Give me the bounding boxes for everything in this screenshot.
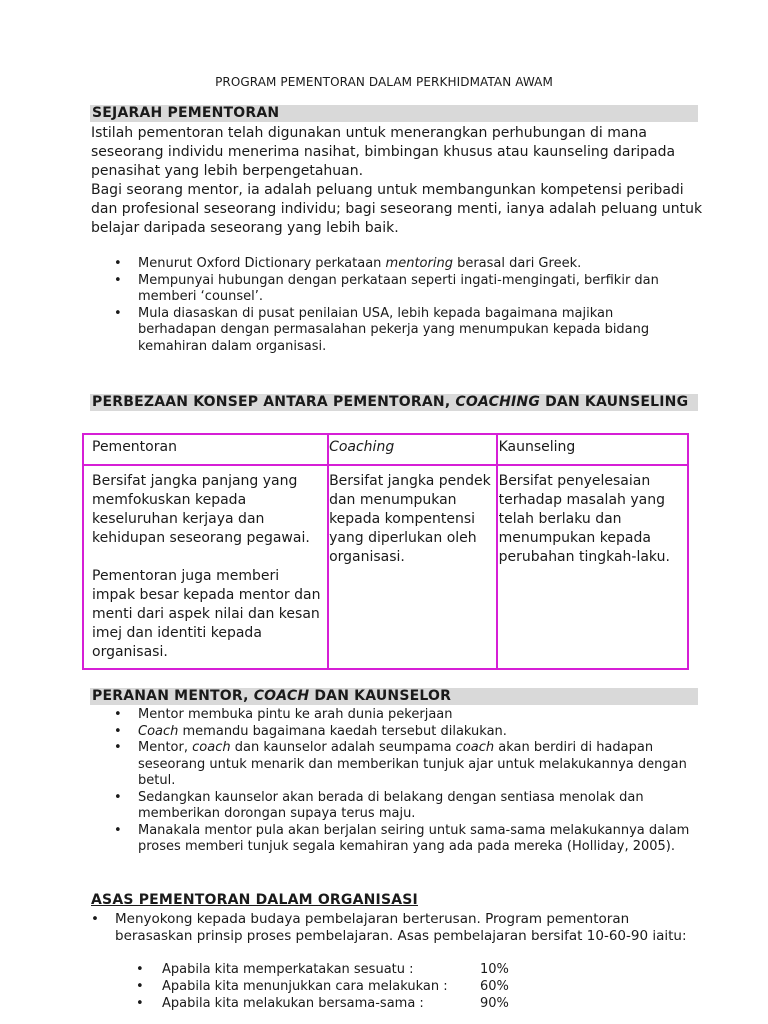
list-item: • Apabila kita menunjukkan cara melakukan : 60%	[136, 979, 509, 994]
bullet-icon: •	[136, 996, 144, 1011]
bullet-icon: •	[114, 707, 122, 722]
cell-paragraph: Pementoran juga memberi impak besar kepada mentor dan menti dari aspek nilai dan kesan imej dan identiti kepada organisasi.	[92, 568, 321, 660]
bullet-icon: •	[114, 723, 122, 739]
bullet-icon: •	[114, 272, 122, 288]
list-item: • Manakala mentor pula akan berjalan seiring untuk sama-sama melakukannya dalam proses memberi tunjuk segala kemahiran yang ada pada mereka (Holliday, 2005).	[114, 822, 690, 854]
document-title: PROGRAM PEMENTORAN DALAM PERKHIDMATAN AWAM	[215, 75, 553, 89]
list-item: • Mempunyai hubungan dengan perkataan seperti ingati-mengingati, berfikir dan memberi ‘counsel’.	[114, 272, 659, 304]
list-item: • Coach memandu bagaimana kaedah tersebut dilakukan.	[114, 723, 507, 739]
section-heading-sejarah: SEJARAH PEMENTORAN	[90, 105, 698, 122]
table-header-cell: Pementoran	[83, 434, 328, 465]
bullet-icon: •	[91, 911, 99, 927]
table-header-cell: Coaching	[328, 434, 497, 465]
list-item: • Menyokong kepada budaya pembelajaran berterusan. Program pementoran berasaskan prinsip proses pembelajaran. Asas pembelajaran bersifat 10-60-90 iaitu:	[91, 911, 687, 944]
table-header-row	[83, 434, 688, 465]
table-row	[83, 465, 688, 669]
list-item: • Sedangkan kaunselor akan berada di belakang dengan sentiasa menolak dan memberikan dorongan supaya terus maju.	[114, 789, 644, 821]
asas-bullet-list	[91, 911, 695, 944]
list-item: • Mentor membuka pintu ke arah dunia pekerjaan	[114, 707, 453, 722]
bullet-icon: •	[114, 256, 122, 271]
bullet-icon: •	[136, 962, 144, 977]
list-item: • Mula diasaskan di pusat penilaian USA, lebih kepada bagaimana majikan berhadapan dengan permasalahan pekerja yang menumpukan kepada bidang kemahiran dalam organisasi.	[114, 305, 650, 354]
table-cell: Bersifat jangka pendek dan menumpukan kepada kompentensi yang diperlukan oleh organisasi.	[328, 465, 497, 669]
section-sejarah-body	[91, 124, 703, 238]
bullet-icon: •	[114, 822, 122, 838]
table-header-cell: Kaunseling	[497, 434, 688, 465]
percentage-value: 10%	[480, 962, 509, 977]
percentage-value: 90%	[480, 996, 509, 1011]
comparison-table	[82, 433, 689, 670]
section-heading-peranan: PERANAN MENTOR, COACH DAN KAUNSELOR	[90, 688, 698, 705]
section-heading-asas: ASAS PEMENTORAN DALAM ORGANISASI	[91, 892, 418, 908]
list-item: • Apabila kita memperkatakan sesuatu : 10%	[136, 962, 509, 977]
bullet-icon: •	[114, 740, 122, 755]
paragraph: Bagi seorang mentor, ia adalah peluang untuk membangunkan kompetensi peribadi dan profesional seseorang individu; bagi seseorang menti, ianya adalah peluang untuk belajar daripada seseorang yang lebih baik.	[91, 182, 703, 236]
bullet-icon: •	[114, 789, 122, 805]
paragraph: Istilah pementoran telah digunakan untuk menerangkan perhubungan di mana seseorang individu menerima nasihat, bimbingan khusus atau kaunseling daripada penasihat yang lebih berpengetahuan.	[91, 125, 676, 179]
list-item: • Menurut Oxford Dictionary perkataan mentoring berasal dari Greek.	[114, 256, 582, 271]
table-cell: Bersifat penyelesaian terhadap masalah yang telah berlaku dan menumpukan kepada perubahan tingkah-laku.	[497, 465, 688, 669]
section-heading-perbezaan: PERBEZAAN KONSEP ANTARA PEMENTORAN, COACHING DAN KAUNSELING	[90, 394, 698, 411]
asas-sub-list	[136, 961, 556, 1012]
percentage-value: 60%	[480, 979, 509, 994]
cell-paragraph: Bersifat jangka panjang yang memfokuskan kepada keseluruhan kerjaya dan kehidupan seseorang pegawai.	[92, 473, 310, 546]
list-item: • Mentor, coach dan kaunselor adalah seumpama coach akan berdiri di hadapan seseorang untuk menarik dan memberikan tunjuk ajar untuk melakukannya dengan betul.	[114, 740, 687, 788]
table-cell	[83, 465, 328, 669]
bullet-icon: •	[114, 305, 122, 321]
peranan-bullet-list	[114, 707, 698, 856]
sejarah-bullet-list	[114, 256, 692, 355]
list-item: • Apabila kita melakukan bersama-sama : 90%	[136, 996, 509, 1011]
bullet-icon: •	[136, 979, 144, 994]
